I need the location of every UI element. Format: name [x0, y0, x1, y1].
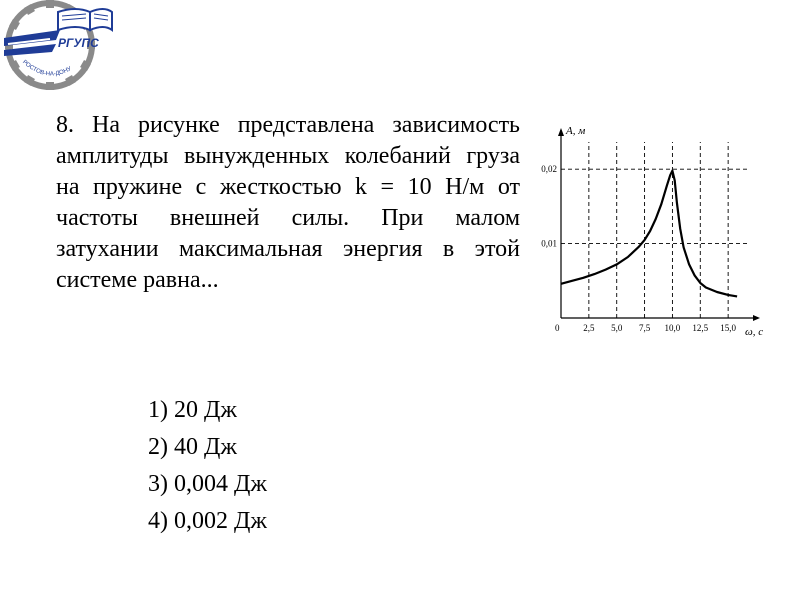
x-tick-label: 7,5	[638, 323, 651, 333]
x-tick-label: 2,5	[583, 323, 595, 333]
gear-tooth	[46, 82, 54, 90]
y-tick-label: 0,02	[541, 164, 557, 175]
answer-option-3[interactable]: 3) 0,004 Дж	[148, 471, 267, 497]
university-logo	[0, 0, 115, 90]
resonance-chart	[528, 118, 780, 342]
y-axis-label: A, м	[566, 125, 586, 137]
x-tick-label: 10,0	[664, 323, 681, 333]
gear-tooth	[46, 0, 54, 8]
x-tick-label: 15,0	[720, 323, 737, 333]
y-tick-label: 0,01	[541, 238, 557, 249]
y-axis-arrow	[558, 128, 564, 136]
logo-city: РОСТОВ-НА-ДОНУ	[21, 59, 73, 78]
chart-ticks	[541, 164, 736, 333]
answer-option-4[interactable]: 4) 0,002 Дж	[148, 508, 267, 534]
book-icon	[58, 9, 112, 30]
answer-options	[148, 392, 267, 540]
amplitude-curve	[561, 171, 737, 297]
chart-grid	[561, 142, 750, 318]
chart-axes	[558, 128, 760, 321]
x-tick-label: 12,5	[692, 323, 709, 333]
answer-option-2[interactable]: 2) 40 Дж	[148, 434, 237, 460]
x-axis-arrow	[753, 315, 760, 321]
answer-option-1[interactable]: 1) 20 Дж	[148, 397, 237, 423]
logo-abbr: РГУПС	[58, 36, 99, 50]
question-text: 8. На рисунке представлена зависимость амплитуды вынужденных колебаний груза на пружине с жесткостью k = 10 Н/м от частоты внешней силы. При малом затухании максимальная энергия в этой системе равна...	[56, 112, 520, 293]
origin-label: 0	[555, 323, 560, 333]
x-axis-label: ω, с	[745, 326, 764, 338]
x-tick-label: 5,0	[611, 323, 623, 333]
